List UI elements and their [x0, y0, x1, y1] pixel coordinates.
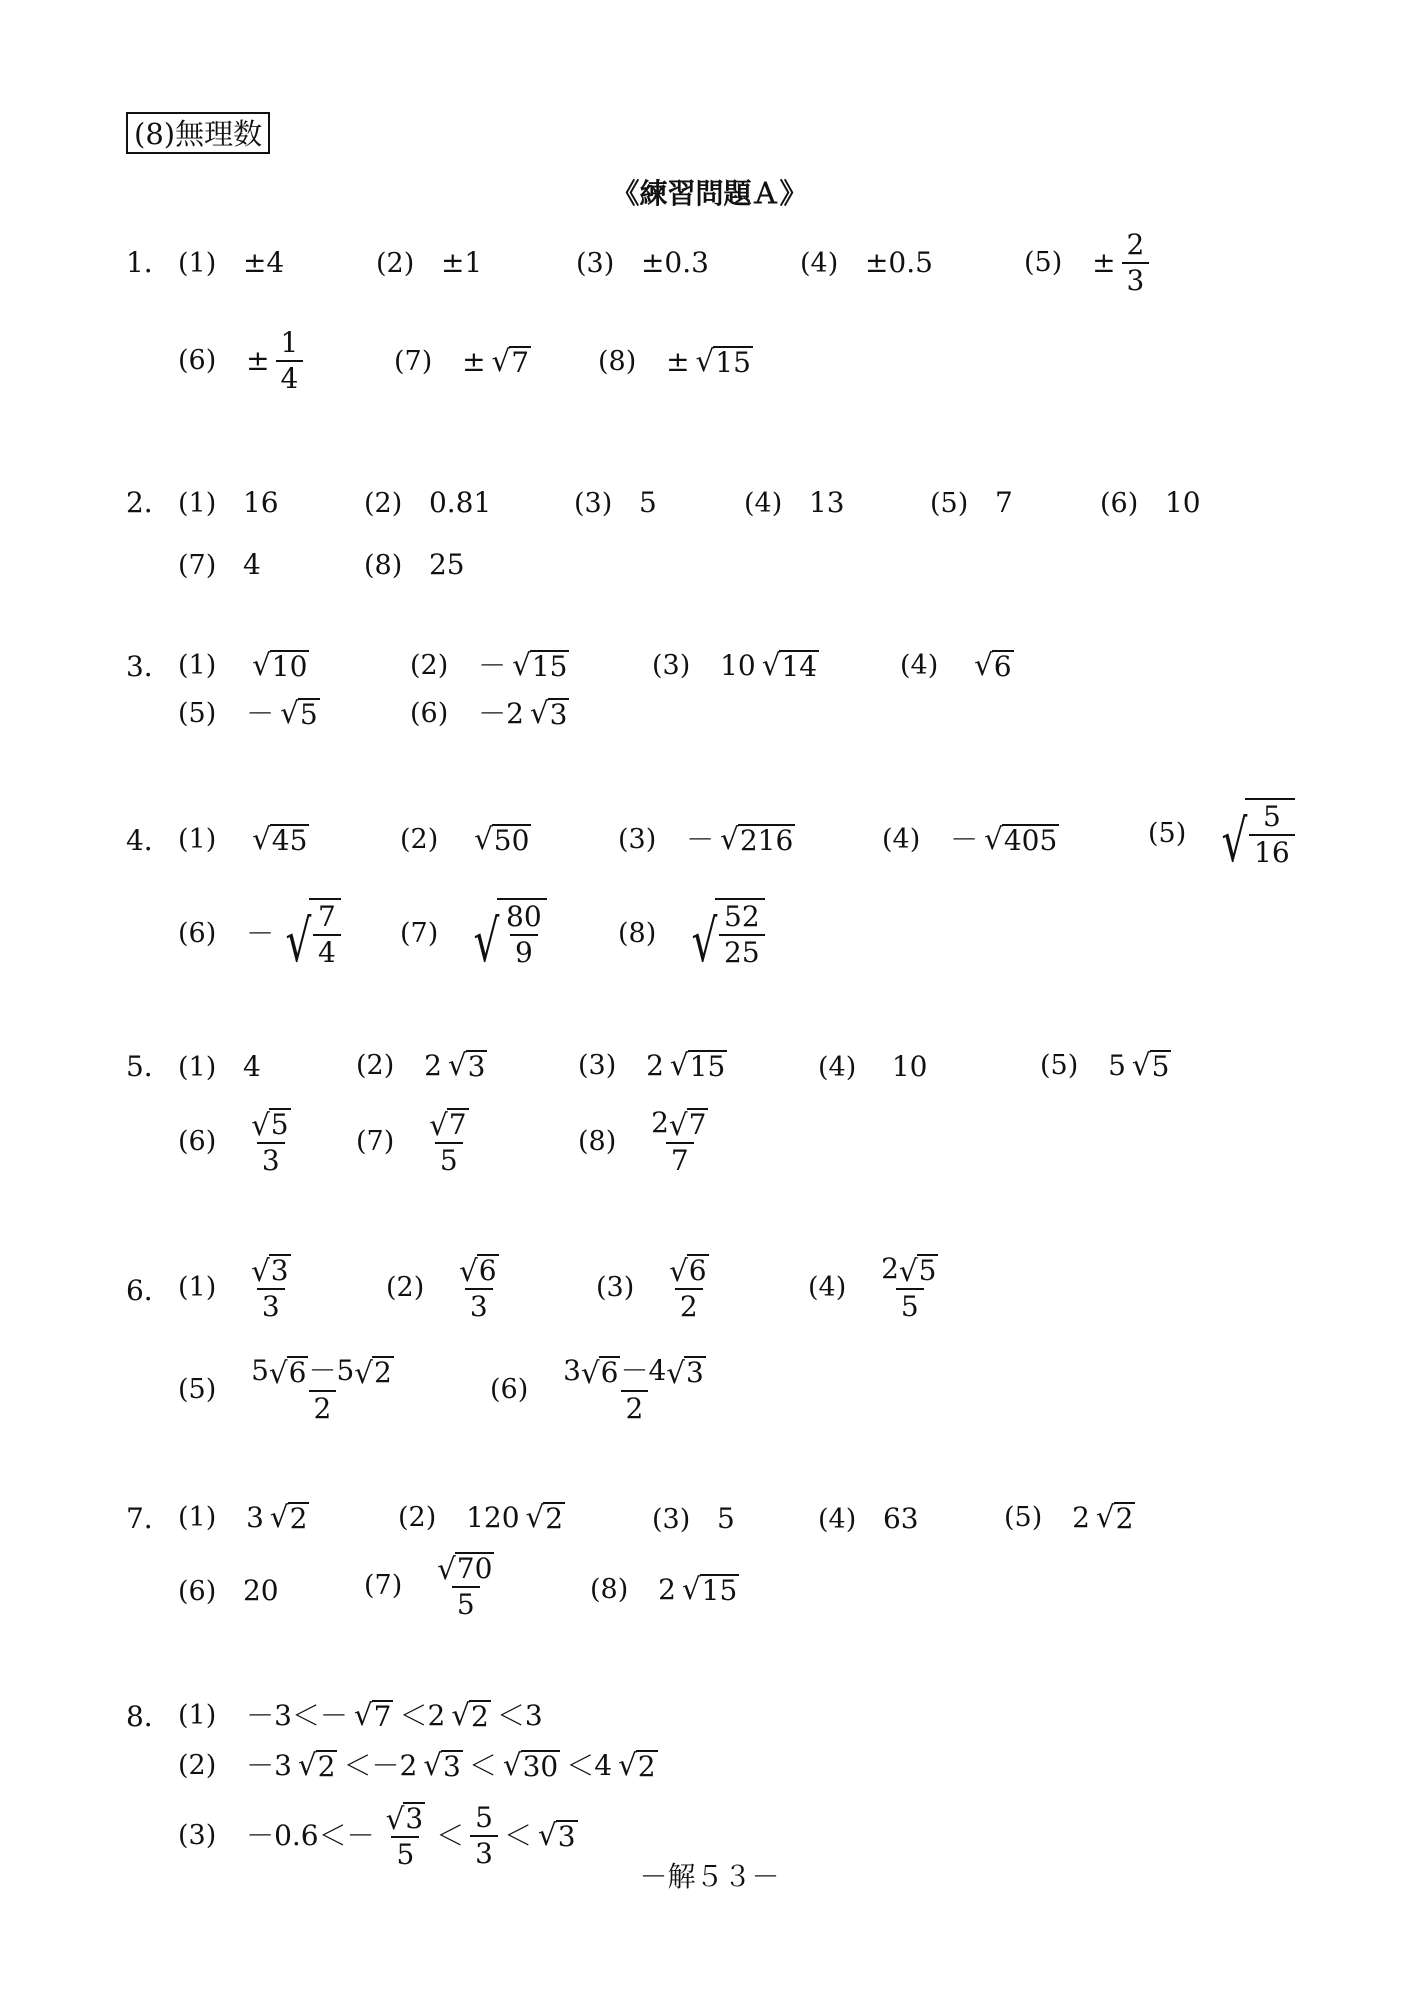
- q5-answer-7: (7) √ 7 5: [356, 1107, 467, 1177]
- q8-answer-3: (3) －0.6＜－ √ 3 5 ＜ $\frac{5}{3}$ ＜ √ 3: [178, 1800, 576, 1871]
- question-2-number: 2．: [126, 486, 172, 519]
- q3-answer-1: (1) √ 10: [178, 648, 308, 683]
- q2-answer-1: (1) 16: [178, 486, 279, 519]
- q7-answer-5: (5) 2 √ 2: [1004, 1500, 1134, 1535]
- q1-answer-7: (7) ± √ 7: [394, 344, 530, 379]
- page-number: －解５３－: [639, 1860, 780, 1893]
- q4-answer-8: (8) √ $\frac{52}{25}$: [618, 898, 765, 970]
- q6-answer-3: (3) √ 6 2: [596, 1253, 707, 1323]
- q4-answer-3: (3) － √ 216: [618, 822, 794, 857]
- q5-answer-3: (3) 2 √ 15: [578, 1048, 726, 1083]
- exercise-heading: 《練習問題Ａ》: [611, 177, 808, 210]
- q8-answer-1: (1) －3＜－ √ 7 ＜2 √ 2 ＜3: [178, 1698, 543, 1733]
- q1-answer-4: (4) ±0.5: [800, 246, 933, 279]
- q5-answer-1: (1) 4: [178, 1050, 261, 1083]
- q2-answer-5: (5) 7: [930, 486, 1013, 519]
- section-title: (8)無理数: [126, 112, 270, 154]
- q4-answer-6: (6) － √ $\frac{7}{4}$: [178, 898, 341, 970]
- q4-answer-7: (7) √ $\frac{80}{9}$: [400, 898, 547, 970]
- q6-answer-6: (6) 3 √ 6 －4 √ 3 2: [490, 1354, 704, 1425]
- q6-answer-5: (5) 5 √ 6 －5 √ 2 2: [178, 1354, 392, 1425]
- q4-answer-1: (1) √ 45: [178, 822, 308, 857]
- q1-answer-2: (2) ±1: [376, 246, 483, 279]
- q2-answer-7: (7) 4: [178, 548, 261, 581]
- question-8-number: 8．: [126, 1700, 172, 1733]
- q6-answer-4: (4) 2 √ 5 5: [808, 1252, 937, 1323]
- q3-answer-2: (2) － √ 15: [410, 648, 568, 683]
- q1-answer-6: (6) ± $\frac{1}{4}$: [178, 326, 303, 396]
- question-7-number: 7．: [126, 1502, 172, 1535]
- q5-answer-6: (6) √ 5 3: [178, 1107, 289, 1177]
- q7-answer-1: (1) 3 √ 2: [178, 1500, 308, 1535]
- q2-answer-8: (8) 25: [364, 548, 465, 581]
- q3-answer-6: (6) －2 √ 3: [410, 696, 568, 731]
- q7-answer-6: (6) 20: [178, 1574, 279, 1607]
- question-1-number: 1．: [126, 246, 172, 279]
- q2-answer-4: (4) 13: [744, 486, 845, 519]
- question-4-number: 4．: [126, 824, 172, 857]
- q6-answer-1: (1) √ 3 3: [178, 1253, 289, 1323]
- q8-answer-2: (2) －3 √ 2 ＜－2 √ 3 ＜ √ 30 ＜4 √ 2: [178, 1748, 656, 1783]
- q2-answer-3: (3) 5: [574, 486, 657, 519]
- q5-answer-4: (4) 10: [818, 1050, 928, 1083]
- q5-answer-8: (8) 2 √ 7 7: [578, 1106, 707, 1177]
- q2-answer-6: (6) 10: [1100, 486, 1201, 519]
- q3-answer-4: (4) √ 6: [900, 648, 1012, 683]
- q5-answer-2: (2) 2 √ 3: [356, 1048, 486, 1083]
- q5-answer-5: (5) 5 √ 5: [1040, 1048, 1170, 1083]
- q2-answer-2: (2) 0.81: [364, 486, 492, 519]
- question-6-number: 6．: [126, 1274, 172, 1307]
- q6-answer-2: (2) √ 6 3: [386, 1253, 497, 1323]
- q3-answer-5: (5) － √ 5: [178, 696, 318, 731]
- q7-answer-3: (3) 5: [652, 1502, 735, 1535]
- q1-answer-5: (5) ± $\frac{2}{3}$: [1024, 228, 1149, 298]
- q4-answer-4: (4) － √ 405: [882, 822, 1058, 857]
- q7-answer-2: (2) 120 √ 2: [398, 1500, 564, 1535]
- question-5-number: 5．: [126, 1050, 172, 1083]
- q1-answer-3: (3) ±0.3: [576, 246, 709, 279]
- question-3-number: 3．: [126, 650, 172, 683]
- q7-answer-7: (7) √ 70 5: [364, 1551, 493, 1621]
- q4-answer-5: (5) √ $\frac{5}{16}$: [1148, 798, 1295, 870]
- q1-answer-8: (8) ± √ 15: [598, 344, 751, 379]
- q7-answer-8: (8) 2 √ 15: [590, 1572, 738, 1607]
- q7-answer-4: (4) 63: [818, 1502, 919, 1535]
- q1-answer-1: (1) ±4: [178, 246, 285, 279]
- q4-answer-2: (2) √ 50: [400, 822, 530, 857]
- q3-answer-3: (3) 10 √ 14: [652, 648, 818, 683]
